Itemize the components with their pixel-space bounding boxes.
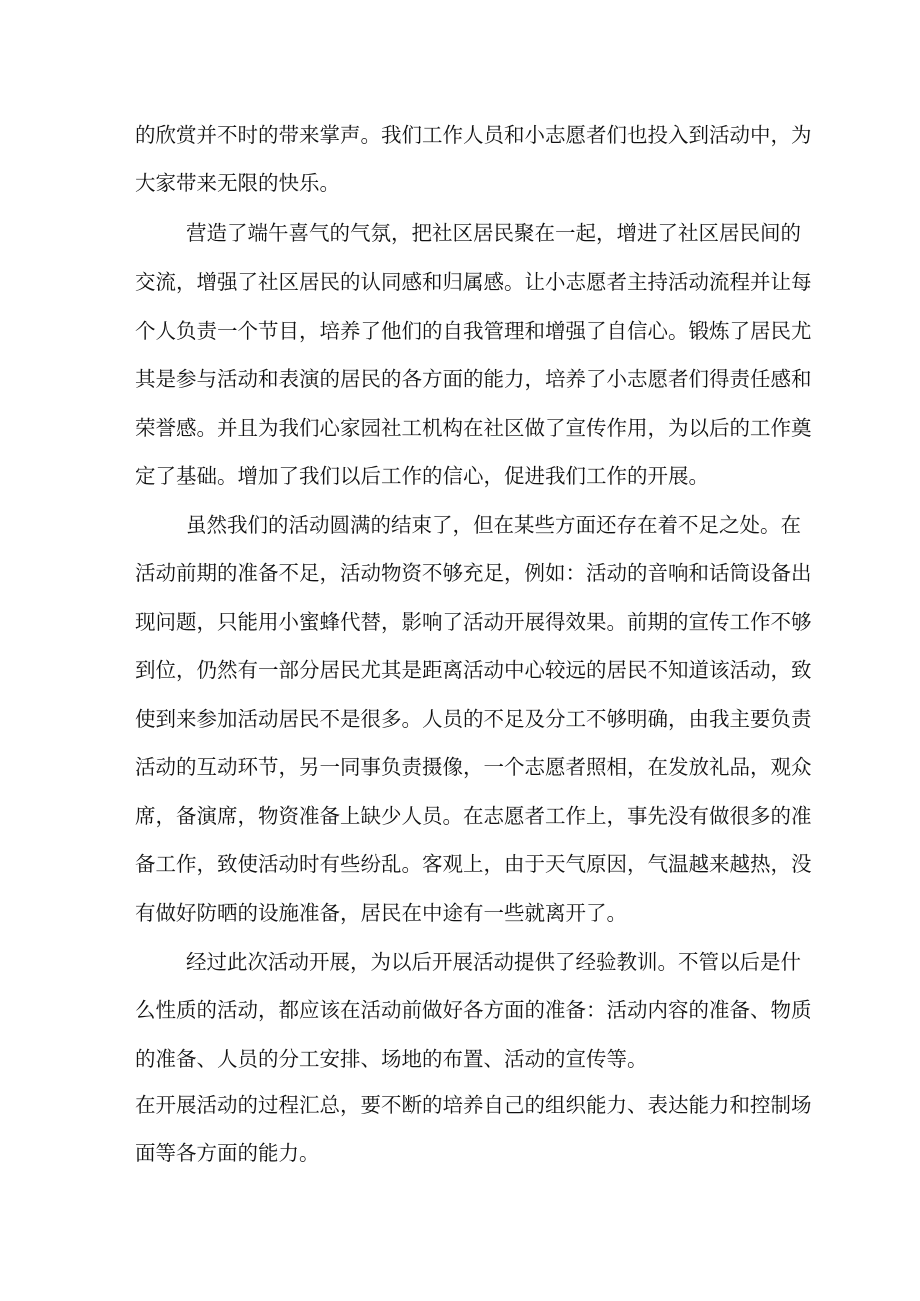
text-line: 面等各方面的能力。 — [135, 1141, 320, 1165]
text-line: 荣誉感。并且为我们心家园社工机构在社区做了宣传作用，为以后的工作奠 — [135, 416, 812, 440]
text-line: 现问题，只能用小蜜蜂代替，影响了活动开展得效果。前期的宣传工作不够 — [135, 610, 812, 634]
text-line: 交流，增强了社区居民的认同感和归属感。让小志愿者主持活动流程并让每 — [135, 270, 812, 294]
paragraph-first-line: 营造了端午喜气的气氛，把社区居民聚在一起，增进了社区居民间的 — [186, 221, 801, 245]
text-line: 的欣赏并不时的带来掌声。我们工作人员和小志愿者们也投入到活动中，为 — [135, 123, 812, 147]
text-line: 到位，仍然有一部分居民尤其是距离活动中心较远的居民不知道该活动，致 — [135, 658, 812, 682]
text-line: 大家带来无限的快乐。 — [135, 171, 340, 195]
text-line: 有做好防晒的设施准备，居民在中途有一些就离开了。 — [135, 901, 627, 925]
text-line: 席，备演席，物资准备上缺少人员。在志愿者工作上，事先没有做很多的准 — [135, 804, 812, 828]
paragraph-first-line: 虽然我们的活动圆满的结束了，但在某些方面还存在着不足之处。在 — [186, 513, 801, 537]
paragraph-first-line: 经过此次活动开展，为以后开展活动提供了经验教训。不管以后是什 — [186, 950, 801, 974]
paragraph-first-line: 在开展活动的过程汇总，要不断的培养自己的组织能力、表达能力和控制场 — [135, 1093, 812, 1117]
text-line: 活动前期的准备不足，活动物资不够充足，例如：活动的音响和话筒设备出 — [135, 561, 812, 585]
text-line: 其是参与活动和表演的居民的各方面的能力，培养了小志愿者们得责任感和 — [135, 367, 812, 391]
text-line: 个人负责一个节目，培养了他们的自我管理和增强了自信心。锻炼了居民尤 — [135, 319, 812, 343]
text-line: 的准备、人员的分工安排、场地的布置、活动的宣传等。 — [135, 1047, 648, 1071]
text-line: 活动的互动环节，另一同事负责摄像，一个志愿者照相，在发放礼品，观众 — [135, 755, 812, 779]
text-line: 定了基础。增加了我们以后工作的信心，促进我们工作的开展。 — [135, 464, 709, 488]
text-line: 使到来参加活动居民不是很多。人员的不足及分工不够明确，由我主要负责 — [135, 707, 812, 731]
text-line: 么性质的活动，都应该在活动前做好各方面的准备：活动内容的准备、物质 — [135, 998, 812, 1022]
text-line: 备工作，致使活动时有些纷乱。客观上，由于天气原因，气温越来越热，没 — [135, 852, 812, 876]
